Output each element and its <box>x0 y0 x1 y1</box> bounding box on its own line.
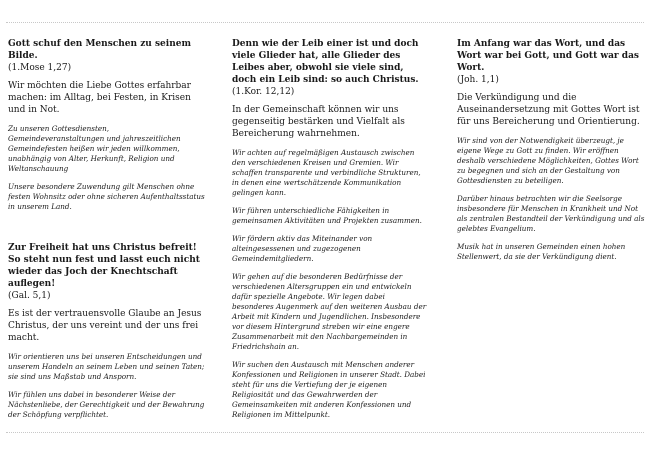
bible-reference: (Joh. 1,1) <box>457 75 499 85</box>
section-note: Darüber hinaus betrachten wir die Seelsorge insbesondere für Menschen in Krankheit und Not als zentralen Bestandteil der Verkündigung und als gelebtes Evangelium. <box>457 194 645 233</box>
section-note: Wir achten auf regelmäßigen Austausch zwischen den verschiedenen Kreisen und Gremien. Wir schaffen transparente und verbindliche Strukturen, in denen eine wertschätzende Kommunikation gelingen kann. <box>232 148 421 197</box>
section-note: Wir fühlen uns dabei in besonderer Weise der Nächstenliebe, der Gerechtigkeit und der Bewahrung der Schöpfung verpflichtet. <box>8 390 205 419</box>
section-heading: Im Anfang war das Wort, und das Wort war bei Gott, und Gott war das Wort. <box>457 39 639 73</box>
section-body: In der Gemeinschaft können wir uns gegenseitig bestärken und Vielfalt als Bereicherung wahrnehmen. <box>232 105 405 139</box>
column-left <box>8 38 206 420</box>
section-note: Unsere besondere Zuwendung gilt Menschen ohne festen Wohnsitz oder ohne sicheren Aufenthaltsstatus in unserem Land. <box>8 182 205 211</box>
bible-reference: (1.Kor. 12,12) <box>232 87 295 97</box>
section-note: Wir sind von der Notwendigkeit überzeugt, je eigene Wege zu Gott zu finden. Wir eröffnen deshalb verschiedene Möglichkeiten, Gottes Wort zu begegnen und sich an der Gestaltung von Gottesdiensten zu beteiligen. <box>457 136 639 185</box>
top-dotted-divider <box>6 22 644 23</box>
section-note: Wir suchen den Austausch mit Menschen anderer Konfessionen und Religionen in unserer Stadt. Dabei steht für uns die Vertiefung der je eigenen Religiosität und das Gewahrwerden der Gemeinsamkeiten mit anderen Konfessionen und Religionen im Mittelpunkt. <box>232 360 426 419</box>
section-note: Wir gehen auf die besonderen Bedürfnisse der verschiedenen Altersgruppen ein und entwickeln dafür spezielle Angebote. Wir legen dabei besonderes Augenmerk auf den weiteren Ausbau der Arbeit mit Kindern und Jugendlichen. Insbesondere vor diesem Hintergrund streben wir eine engere Zusammenarbeit mit den Nachbargemeinden in Friedrichshain an. <box>232 272 427 351</box>
section-body: Die Verkündigung und die Auseinandersetzung mit Gottes Wort ist für uns Bereicherung und Orientierung. <box>457 93 640 127</box>
section-body: Wir möchten die Liebe Gottes erfahrbar machen: im Alltag, bei Festen, in Krisen und in Not. <box>8 81 191 115</box>
section-note: Wir führen unterschiedliche Fähigkeiten in gemeinsamen Aktivitäten und Projekten zusammen. <box>232 206 422 225</box>
section-note: Wir orientieren uns bei unseren Entscheidungen und unserem Handeln an seinem Leben und seinen Taten; sie sind uns Maßstab und Ansporn. <box>8 352 205 381</box>
column-middle <box>232 38 428 420</box>
bottom-dotted-divider <box>6 432 644 433</box>
section-heading: Gott schuf den Menschen zu seinem Bilde. <box>8 39 191 61</box>
column-right <box>457 38 645 262</box>
bible-reference: (1.Mose 1,27) <box>8 63 72 73</box>
section-note: Zu unseren Gottesdiensten, Gemeindeveranstaltungen und jahreszeitlichen Gemeindefesten heißen wir jeden willkommen, unabhängig von Alter, Herkunft, Religion und Weltanschauung <box>8 124 181 173</box>
section-heading: Zur Freiheit hat uns Christus befreit! So steht nun fest und lasst euch nicht wieder das Joch der Knechtschaft auflegen! <box>8 243 200 289</box>
section-note: Wir fördern aktiv das Miteinander von alteingesessenen und zugezogenen Gemeindemitgliedern. <box>232 234 373 263</box>
bible-reference: (Gal. 5,1) <box>8 291 51 301</box>
section-body: Es ist der vertrauensvolle Glaube an Jesus Christus, der uns vereint und der uns frei macht. <box>8 309 202 343</box>
section-note: Musik hat in unseren Gemeinden einen hohen Stellenwert, da sie der Verkündigung dient. <box>457 242 626 261</box>
section-heading: Denn wie der Leib einer ist und doch viele Glieder hat, alle Glieder des Leibes aber, obwohl sie viele sind, doch ein Leib sind: so auch Christus. <box>232 39 419 85</box>
